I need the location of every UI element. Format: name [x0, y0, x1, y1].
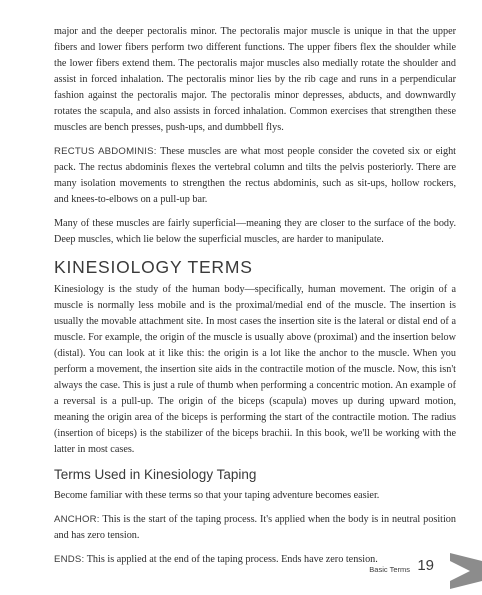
- chapter-tab-arrow-icon: [444, 551, 482, 591]
- paragraph-text: These muscles are what most people consider the coveted six or eight pack. The rectus abdominis flexes the vertebral column and tilts the pelvis posteriorly. There are many isolation movements to strengthen the rectus abdominis, such as sit-ups, hollow rockers, and knees-to-elbows on a pull-up bar.: [54, 146, 457, 205]
- paragraph-rectus-abdominis: [54, 144, 456, 208]
- paragraph-superficial-muscles: [54, 216, 456, 248]
- page-footer: [282, 551, 482, 591]
- term-ends: ENDS:: [54, 554, 85, 565]
- section-heading-kinesiology-terms: KINESIOLOGY TERMS: [54, 257, 253, 277]
- paragraph-kinesiology: [54, 282, 456, 458]
- paragraph-text: This is the start of the taping process. It's applied when the body is in neutral position and has zero tension.: [54, 514, 456, 541]
- subsection-heading-taping-terms: Terms Used in Kinesiology Taping: [54, 467, 257, 482]
- page-content: [54, 24, 456, 576]
- paragraph-anchor: [54, 512, 456, 544]
- footer-section-label: Basic Terms: [369, 565, 410, 574]
- paragraph-pectoralis: [54, 24, 456, 136]
- chapter-tab-arrow-shape: [450, 553, 482, 589]
- term-rectus-abdominis: RECTUS ABDOMINIS:: [54, 146, 157, 157]
- paragraph-text: This is applied at the end of the taping process. Ends have zero tension.: [86, 554, 378, 565]
- paragraph-taping-intro: [54, 488, 456, 504]
- term-anchor: ANCHOR:: [54, 514, 100, 525]
- paragraph-text: Become familiar with these terms so that your taping adventure becomes easier.: [54, 490, 380, 501]
- paragraph-text: Many of these muscles are fairly superficial—meaning they are closer to the surface of the body. Deep muscles, which lie below the superficial muscles, are harder to manipulate.: [54, 218, 456, 245]
- paragraph-text: Kinesiology is the study of the human body—specifically, human movement. The origin of a muscle is normally less mobile and is the proximal/medial end of the muscle. The insertion is usually the movable attachment site. In most cases the insertion site is the lateral or distal end of a muscle. For example, the origin of the muscle is usually above (proximal) and the insertion below (distal). You can look at it like this: the origin is a lot like the anchor to the muscle. When you perform a movement, the insertion site aids in the contractile motion of the muscle. Now, this isn't always the case. This is just a rule of thumb when performing a concentric motion. An example of a reversal is a pull-up. The origin of the biceps (scapula) moves up during upward motion, meaning the origin area of the biceps is performing the start of the contractile motion. The radius (insertion of biceps) is the stabilizer of the biceps brachii. In this book, we'll be working with the latter in most cases.: [54, 284, 456, 455]
- paragraph-text: major and the deeper pectoralis minor. The pectoralis major muscle is unique in that the upper fibers and lower fibers perform two different functions. The upper fibers flex the shoulder while the lower fibers extend them. The pectoralis major muscles also medially rotate the shoulder and assist in forced inhalation. The pectoralis minor lies by the rib cage and runs in a perpendicular fashion against the pectoralis major. The pectoralis minor depresses, abducts, and downwardly rotates the scapula, and also assists in forced inhalation. Common exercises that strengthen these muscles are bench presses, push-ups, and dumbbell flys.: [54, 26, 456, 133]
- page-number: 19: [417, 557, 434, 574]
